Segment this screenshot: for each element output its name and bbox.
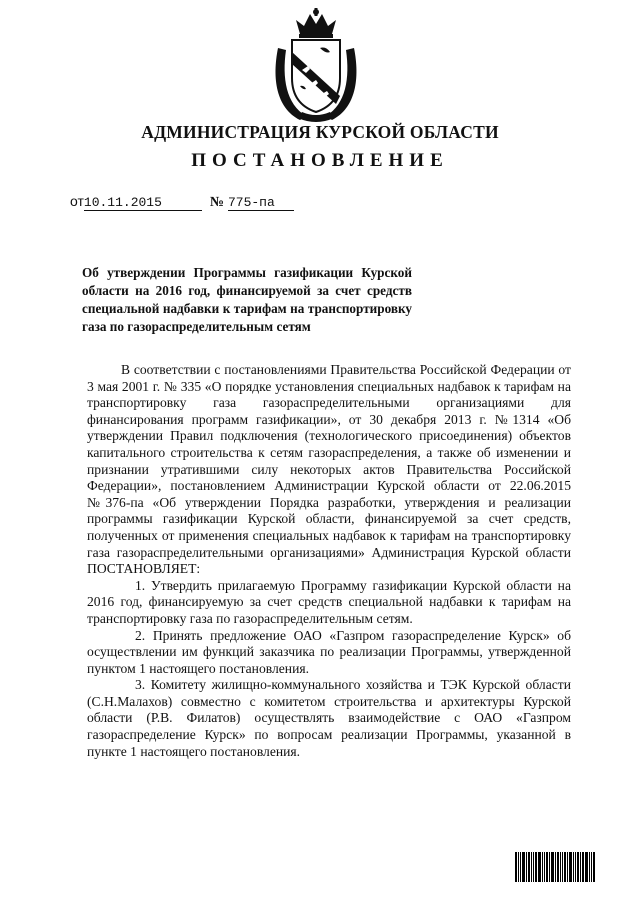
barcode: [515, 852, 613, 882]
barcode-bar: [533, 852, 534, 882]
barcode-bar: [542, 852, 543, 882]
barcode-bar: [538, 852, 541, 882]
barcode-bar: [589, 852, 590, 882]
barcode-bar: [546, 852, 548, 882]
coat-of-arms-emblem: [270, 8, 362, 126]
barcode-bar: [555, 852, 556, 882]
date-number-line: [70, 193, 294, 211]
barcode-bar: [515, 852, 517, 882]
preamble-paragraph: В соответствии с постановлениями Правительства Российской Федерации от 3 мая 2001 г. № 335 «О порядке установления специальных надбавок к тарифам на транспортировку газа газораспределительными организациями для финансирования программ газификации», от 30 декабря 2013 г. №1314 «Об утверждении Правил подключения (технологического присоединения) объектов капитального строительства к сетям газораспределения, а также об изменении и признании утратившими силу некоторых актов Правительства Российской Федерации», постановлением Администрации Курской области от 22.06.2015 №376-па «Об утверждении Порядка разработки, утверждения и реализации программы газификации Курской области, финансируемой за счет средств, полученных от применения специальных надбавок к тарифам на транспортировку газа газораспределительными организациями» Администрация Курской области ПОСТАНОВЛЯЕТ:: [87, 362, 571, 577]
barcode-bar: [564, 852, 566, 882]
document-number: 775-па: [228, 196, 294, 211]
barcode-bar: [549, 852, 550, 882]
document-body: [87, 362, 571, 760]
date-prefix: от: [70, 193, 84, 209]
barcode-bar: [518, 852, 519, 882]
document-date: 10.11.2015: [84, 196, 202, 211]
barcode-bar: [520, 852, 521, 882]
barcode-bar: [577, 852, 579, 882]
barcode-bar: [528, 852, 530, 882]
barcode-bar: [531, 852, 532, 882]
barcode-bar: [580, 852, 581, 882]
barcode-bar: [582, 852, 584, 882]
document-subject: Об утверждении Программы газификации Курской области на 2016 год, финансируемой за счет средств специальной надбавки к тарифам на транспортировку газа по газораспределительным сетям: [82, 265, 412, 334]
barcode-bar: [573, 852, 574, 882]
barcode-bar: [557, 852, 559, 882]
document-type: ПОСТАНОВЛЕНИЕ: [191, 150, 449, 171]
barcode-bar: [551, 852, 554, 882]
number-prefix: №: [209, 195, 224, 210]
item-3-paragraph: 3. Комитету жилищно-коммунального хозяйства и ТЭК Курской области (С.Н.Малахов) совместно с комитетом строительства и архитектуры Курской области (Р.В. Филатов) осуществлять взаимодействие с ОАО «Газпром газораспределение Курск» по вопросам реализации Программы, указанной в пункте 1 настоящего постановления.: [87, 677, 571, 759]
barcode-bar: [535, 852, 537, 882]
barcode-bar: [526, 852, 527, 882]
barcode-bar: [562, 852, 563, 882]
barcode-bar: [591, 852, 592, 882]
barcode-bar: [569, 852, 572, 882]
barcode-bar: [585, 852, 588, 882]
barcode-bar: [567, 852, 568, 882]
organization-name: АДМИНИСТРАЦИЯ КУРСКОЙ ОБЛАСТИ: [141, 122, 499, 142]
barcode-bar: [522, 852, 525, 882]
item-1-paragraph: 1. Утвердить прилагаемую Программу газификации Курской области на 2016 год, финансируемую за счет средств специальной надбавки к тарифам на транспортировку газа по газораспределительным сетям.: [87, 577, 571, 626]
barcode-bar: [575, 852, 576, 882]
barcode-bar: [593, 852, 595, 882]
item-2-paragraph: 2. Принять предложение ОАО «Газпром газораспределение Курск» об осуществлении им функций заказчика по реализации Программы, утвержденной пунктом 1 настоящего постановления.: [87, 627, 571, 676]
barcode-bar: [544, 852, 545, 882]
barcode-bar: [560, 852, 561, 882]
